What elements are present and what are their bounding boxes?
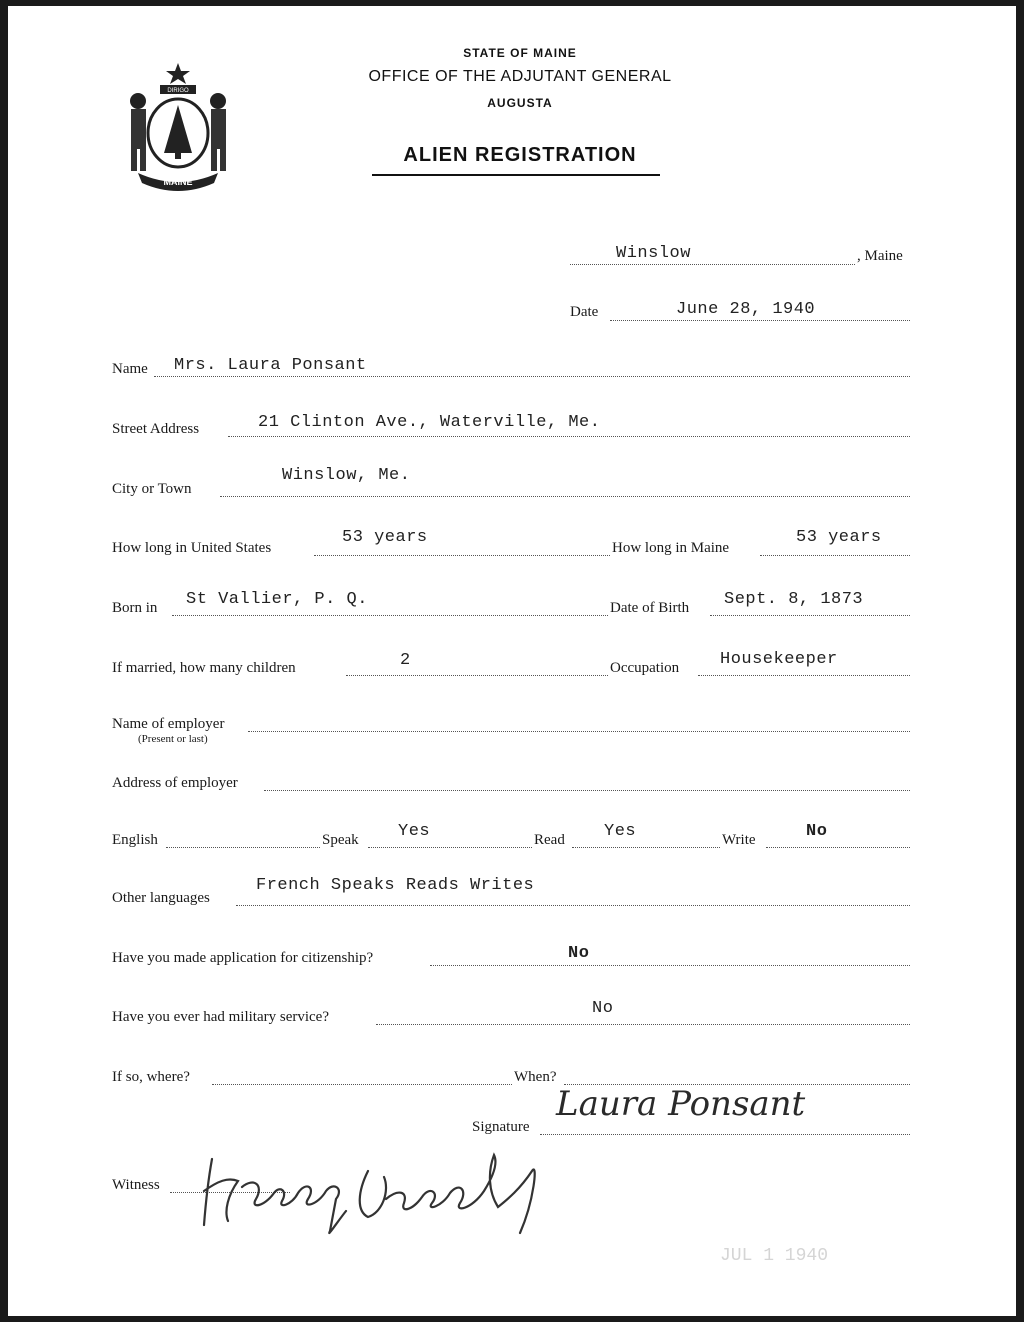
speak-label: Speak: [322, 832, 359, 848]
city-line: [220, 496, 910, 497]
speak-value: Yes: [398, 822, 431, 841]
children-line: [346, 675, 608, 676]
maine-value: 53 years: [796, 528, 882, 547]
military-label: Have you ever had military service?: [112, 1009, 329, 1025]
write-label: Write: [722, 832, 756, 848]
seal-banner-text: DIRIGO: [167, 88, 189, 94]
english-line: [166, 847, 320, 848]
occupation-line: [698, 675, 910, 676]
signature-line: [540, 1134, 910, 1135]
us-label: How long in United States: [112, 540, 272, 556]
maine-label: How long in Maine: [612, 540, 730, 556]
born-line: [172, 615, 608, 616]
read-label: Read: [534, 832, 565, 848]
us-value: 53 years: [342, 528, 428, 547]
employer-address-line: [264, 790, 910, 791]
name-value: Mrs. Laura Ponsant: [174, 356, 367, 375]
town-suffix: , Maine: [857, 248, 903, 264]
employer-line: [248, 731, 910, 732]
born-value: St Vallier, P. Q.: [186, 590, 368, 609]
dob-line: [710, 615, 910, 616]
citizenship-label: Have you made application for citizenship?: [112, 950, 374, 966]
name-label: Name: [112, 361, 148, 377]
state-heading: STATE OF MAINE: [463, 46, 577, 60]
office-heading: OFFICE OF THE ADJUTANT GENERAL: [368, 68, 672, 85]
children-label: If married, how many children: [112, 660, 296, 676]
read-line: [572, 847, 720, 848]
read-value: Yes: [604, 822, 637, 841]
speak-line: [368, 847, 532, 848]
write-line: [766, 847, 910, 848]
born-label: Born in: [112, 600, 158, 616]
dob-label: Date of Birth: [610, 600, 690, 616]
citizenship-value: No: [568, 944, 590, 963]
military-value: No: [592, 999, 614, 1018]
other-languages-label: Other languages: [112, 890, 210, 906]
title-underline: [372, 174, 660, 176]
date-label: Date: [570, 304, 599, 320]
witness-label: Witness: [112, 1177, 160, 1193]
seal-ribbon-text: MAINE: [163, 177, 193, 187]
employer-sub-label: (Present or last): [138, 733, 208, 745]
when-label: When?: [514, 1069, 557, 1085]
occupation-label: Occupation: [610, 660, 680, 676]
registration-form: [8, 6, 1016, 1316]
children-value: 2: [400, 651, 411, 670]
other-languages-value: French Speaks Reads Writes: [256, 876, 535, 895]
city-value: Winslow, Me.: [282, 466, 411, 485]
employer-address-label: Address of employer: [112, 775, 238, 791]
where-label: If so, where?: [112, 1069, 190, 1085]
town-line: [570, 264, 855, 265]
witness-signature-icon: [198, 1141, 558, 1241]
street-label: Street Address: [112, 421, 200, 437]
town-value: Winslow: [616, 244, 691, 263]
date-line: [610, 320, 910, 321]
street-value: 21 Clinton Ave., Waterville, Me.: [258, 413, 601, 432]
dob-value: Sept. 8, 1873: [724, 590, 864, 609]
where-line: [212, 1084, 512, 1085]
form-title: ALIEN REGISTRATION: [403, 144, 637, 166]
city-label: City or Town: [112, 481, 192, 497]
us-line: [314, 555, 610, 556]
name-line: [154, 376, 910, 377]
date-value: June 28, 1940: [676, 300, 816, 319]
military-line: [376, 1024, 910, 1025]
english-label: English: [112, 832, 158, 848]
occupation-value: Housekeeper: [720, 650, 838, 669]
citizenship-line: [430, 965, 910, 966]
write-value: No: [806, 822, 828, 841]
other-languages-line: [236, 905, 910, 906]
signature-label: Signature: [472, 1119, 530, 1135]
employer-label: Name of employer: [112, 716, 225, 732]
street-line: [228, 436, 910, 437]
maine-seal-icon: [118, 61, 238, 191]
city-heading: AUGUSTA: [487, 96, 553, 110]
received-stamp: JUL 1 1940: [720, 1246, 829, 1266]
signature-value: Laura Ponsant: [556, 1084, 806, 1124]
maine-line: [760, 555, 910, 556]
